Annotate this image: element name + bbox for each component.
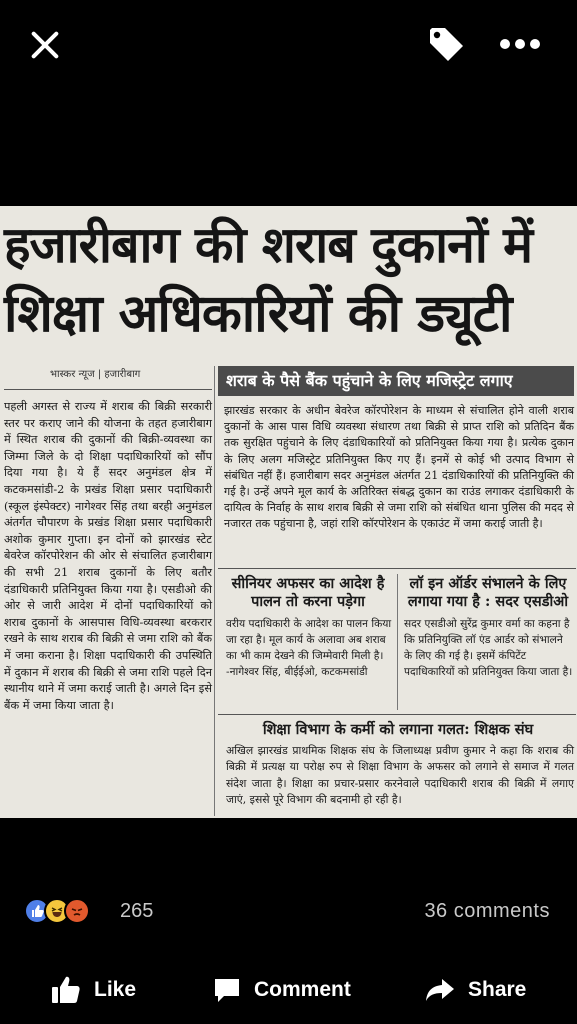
comment-button-label: Comment [254,978,351,1001]
angry-reaction-icon [64,898,90,924]
comment-button[interactable] [212,972,351,1008]
column-divider [397,574,398,710]
reactions-summary[interactable] [24,892,554,932]
comment-icon [212,976,242,1004]
teachers-union-body: अखिल झारखंड प्राथमिक शिक्षक संघ के जिलाध्यक्ष प्रवीण कुमार ने कहा कि शराब की बिक्री में प्रत्यक्ष या परोक्ष रुप से शिक्षा विभाग के अफसर को लगाने से समाज में गलत संदेश जाता है। शिक्षा का प्रचार-प्रसार करनेवाले पदाधिकारी शराब की बिक्री में लगाए जाएं, इससे पूरे विभाग की बदनामी हो रही है। [226,744,574,807]
like-button[interactable] [50,972,136,1008]
share-button[interactable] [424,972,526,1008]
sdo-body: सदर एसडीओ सुरेंद्र कुमार वर्मा का कहना है कि प्रतिनियुक्ति लॉ एंड आर्डर को संभालने के लिए की गई है। इसमें कंपिटेंट पदाधिकारियों को प्रतिनियुक्त किया जाता है। [404,618,573,678]
column-divider [214,366,215,816]
share-icon [424,976,456,1004]
teachers-union-heading: शिक्षा विभाग के कर्मी को लगाना गलत: शिक्षक संघ [262,721,534,738]
bank-section-body: झारखंड सरकार के अधीन बेवरेज कॉरपोरेशन के माध्यम से संचालित होने वाली शराब दुकानों के आस पास विधि व्यवस्था संधारण तथा बिक्री से प्राप्त राशि को प्रतिदिन बैंक तक सुरक्षित पहुंचाने के लिए दंडाधिकारियों को प्रतिनियुक्त किया गया है। प्रत्येक दुकान के लिए अलग मजिस्ट्रेट प्रतिनियुक्त किए गए हैं। इनमें से कोई भी उत्पाद विभाग से संबंधित नहीं हैं। हजारीबाग सदर अनुमंडल अंतर्गत 21 दंडाधिकारियों की प्रतिनियुक्ति की गई है। उन्हें अपने मूल कार्य के अतिरिक्त संबद्ध दुकान का राउंड लगाकर दंडाधिकारी के दायित्व के निर्वाह के साथ शराब बिक्री से जमा राशि को संबंधित थाना पुलिस की मदद से नजारत तक पहुंचाना है, जहां राशि कॉरपोरेशन के एकाउंट में जमा कराई जाती है। [224,404,574,531]
article-headline-line1: हजारीबाग की शराब दुकानों में [4,215,533,274]
article-byline: भास्कर न्यूज | हजारीबाग [50,369,141,380]
tag-icon[interactable] [426,24,468,66]
senior-officer-body: वरीय पदाधिकारी के आदेश का पालन किया जा रहा है। मूल कार्य के अलावा अब शराब का भी काम देखने की जिम्मेवारी मिली है। -नागेश्वर सिंह, बीईईओ, कटकमसांडी [226,618,392,678]
more-options-icon[interactable] [498,36,542,52]
divider [218,568,576,569]
article-left-column: पहली अगस्त से राज्य में शराब की बिक्री सरकारी स्तर पर कराए जाने की योजना के तहत हजारीबाग में स्थित शराब की दुकानों की बिक्री-व्यवस्था का जिम्मा जिले के दो शिक्षा पदाधिकारियों को सौंप दिया गया है। ये हैं सदर अनुमंडल क्षेत्र में कटकमसांडी-2 के प्रखंड शिक्षा प्रसार पदाधिकारी (स्कूल इंस्पेक्टर) नागेश्वर सिंह तथा बरही अनुमंडल अंतर्गत चौपारण के प्रखंड शिक्षा प्रसार पदाधिकारी अशोक कुमार गुप्ता। इन दोनों को झारखंड स्टेट बेवरेज कॉरपोरेशन की ओर से संचालित हजारीबाग की सभी 21 शराब दुकानों के लिए बतौर दंडाधिकारी प्रतिनियुक्त किया गया है। एसडीओ की ओर से जारी आदेश में दोनों पदाधिकारियों को शराब दुकानों के आसपास विधि-व्यवस्था बरकरार रखने के साथ शराब की बिक्री से जमा राशि को बैंक में जमा कराना है। शिक्षा पदाधिकारी की उपस्थिति में दुकान में शराब की बिक्री से जमा राशि पहले दिन स्थानीय थाने में जमा कराई जाती है। अगले दिन इसे बैंक में जमा किया जाता है। [4,400,212,712]
reaction-count: 265 [120,900,154,922]
bank-section-heading: शराब के पैसे बैंक पहुंचाने के लिए मजिस्ट्रेट लगाए [218,366,574,396]
comment-count-link[interactable]: 36 comments [424,900,550,922]
article-headline-line2: शिक्षा अधिकारियों की ड्यूटी [4,283,512,344]
divider [4,389,212,390]
sdo-heading: लॉ इन ऑर्डर संभालने के लिए लगाया गया है : सदर एसडीओ [407,575,569,610]
share-button-label: Share [468,978,527,1001]
newspaper-clipping-image [0,206,577,818]
viewer-top-bar [0,0,577,92]
like-button-label: Like [94,978,137,1001]
post-action-bar [0,962,577,1018]
thumbs-up-icon [50,975,82,1005]
divider [218,714,576,715]
close-icon[interactable] [26,26,64,64]
senior-officer-heading: सीनियर अफसर का आदेश है पालन तो करना पड़ेगा [231,575,385,610]
